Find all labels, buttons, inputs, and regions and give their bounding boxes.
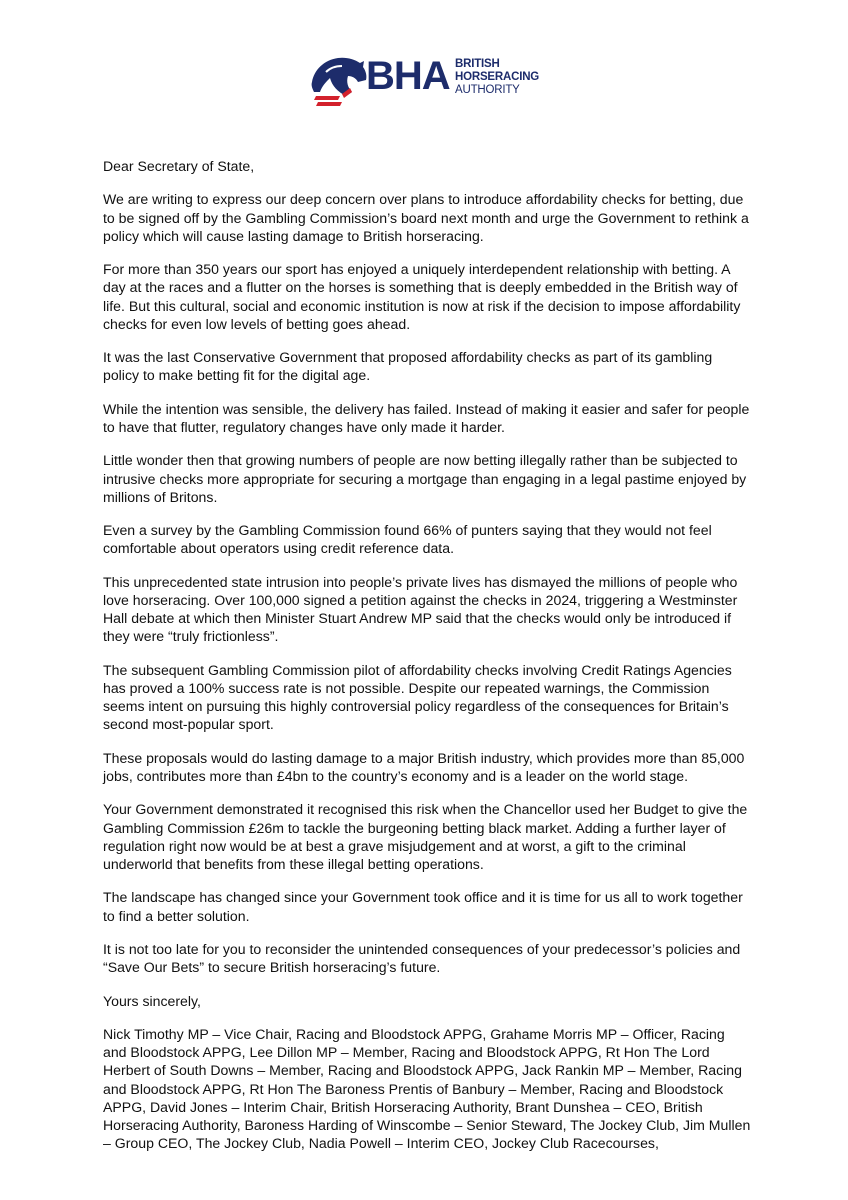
paragraph: While the intention was sensible, the delivery has failed. Instead of making it easier and safer for people to have that flutter, regulatory changes have only made it harder. [103, 400, 750, 435]
bha-logo-letters: BHA [366, 54, 450, 98]
paragraph: For more than 350 years our sport has enjoyed a uniquely interdependent relationship with betting. A day at the races and a flutter on the horses is something that is deeply embedded in the British way of life. But this cultural, social and economic institution is now at risk if the decision to impose affordability checks for even low levels of betting goes ahead. [103, 261, 741, 332]
paragraph: Even a survey by the Gambling Commission found 66% of punters saying that they would not feel comfortable about operators using credit reference data. [103, 522, 712, 557]
paragraph: It is not too late for you to reconsider the unintended consequences of your predecessor’s policies and “Save Our Bets” to secure British horseracing’s future. [103, 940, 741, 976]
paragraph: We are writing to express our deep concern over plans to introduce affordability checks for betting, due to be signed off by the Gambling Commission’s board next month and urge the Government to rethink a policy which will cause lasting damage to British horseracing. [103, 191, 749, 244]
paragraph: The landscape has changed since your Government took office and it is time for us all to work together to find a better solution. [103, 889, 743, 924]
signatories: Nick Timothy MP – Vice Chair, Racing and Bloodstock APPG, Grahame Morris MP – Officer, Racing and Bloodstock APPG, Lee Dillon MP – Member, Racing and Bloodstock APPG, Rt Hon The Lord Herbert of South Downs – Member, Racing and Bloodstock APPG, Jack Rankin MP – Member, Racing and Bloodstock APPG, Rt Hon The Baroness Prentis of Banbury – Member, Racing and Bloodstock APPG, David Jones – Interim Chair, British Horseracing Authority, Brant Dunshea – CEO, British Horseracing Authority, Baroness Harding of Winscombe – Senior Steward, The Jockey Club, Jim Mullen – Group CEO, The Jockey Club, Nadia Powell – Interim CEO, Jockey Club Racecourses, [103, 1025, 751, 1152]
letter-body [103, 157, 751, 1168]
paragraph: The subsequent Gambling Commission pilot of affordability checks involving Credit Ratings Agencies has proved a 100% success rate is not possible. Despite our repeated warnings, the Commission seems intent on pursuing this highly controversial policy regardless of the consequences for Britain’s second most-popular sport. [103, 661, 732, 733]
paragraph: It was the last Conservative Government that proposed affordability checks as part of its gambling policy to make betting fit for the digital age. [103, 349, 713, 384]
logo-line-3: AUTHORITY [455, 84, 520, 96]
closing: Yours sincerely, [103, 992, 201, 1009]
salutation: Dear Secretary of State, [103, 158, 255, 174]
paragraph: This unprecedented state intrusion into people’s private lives has dismayed the millions of people who love horseracing. Over 100,000 signed a petition against the checks in 2024, triggering a Westminster Hall debate at which then Minister Stuart Andrew MP said that the checks would only be introduced if they were “truly frictionless”. [103, 573, 738, 645]
paragraph: Your Government demonstrated it recognised this risk when the Chancellor used her Budget to give the Gambling Commission £26m to tackle the burgeoning betting black market. Adding a further layer of regulation right now would be at best a grave misjudgement and at worst, a gift to the criminal underworld that benefits from these illegal betting operations. [103, 801, 748, 872]
paragraph: Little wonder then that growing numbers of people are now betting illegally rather than be subjected to intrusive checks more appropriate for securing a mortgage than engaging in a legal pastime enjoyed by millions of Britons. [103, 452, 747, 505]
logo-line-2: HORSERACING [455, 71, 540, 83]
letterhead [0, 50, 848, 110]
bha-logo [306, 50, 546, 110]
horse-head-icon [306, 52, 370, 108]
bha-logo-wordmark [455, 58, 539, 97]
logo-line-1: BRITISH [455, 58, 500, 70]
paragraph: These proposals would do lasting damage to a major British industry, which provides more than 85,000 jobs, contributes more than £4bn to the country’s economy and is a leader on the world stage. [103, 749, 745, 784]
